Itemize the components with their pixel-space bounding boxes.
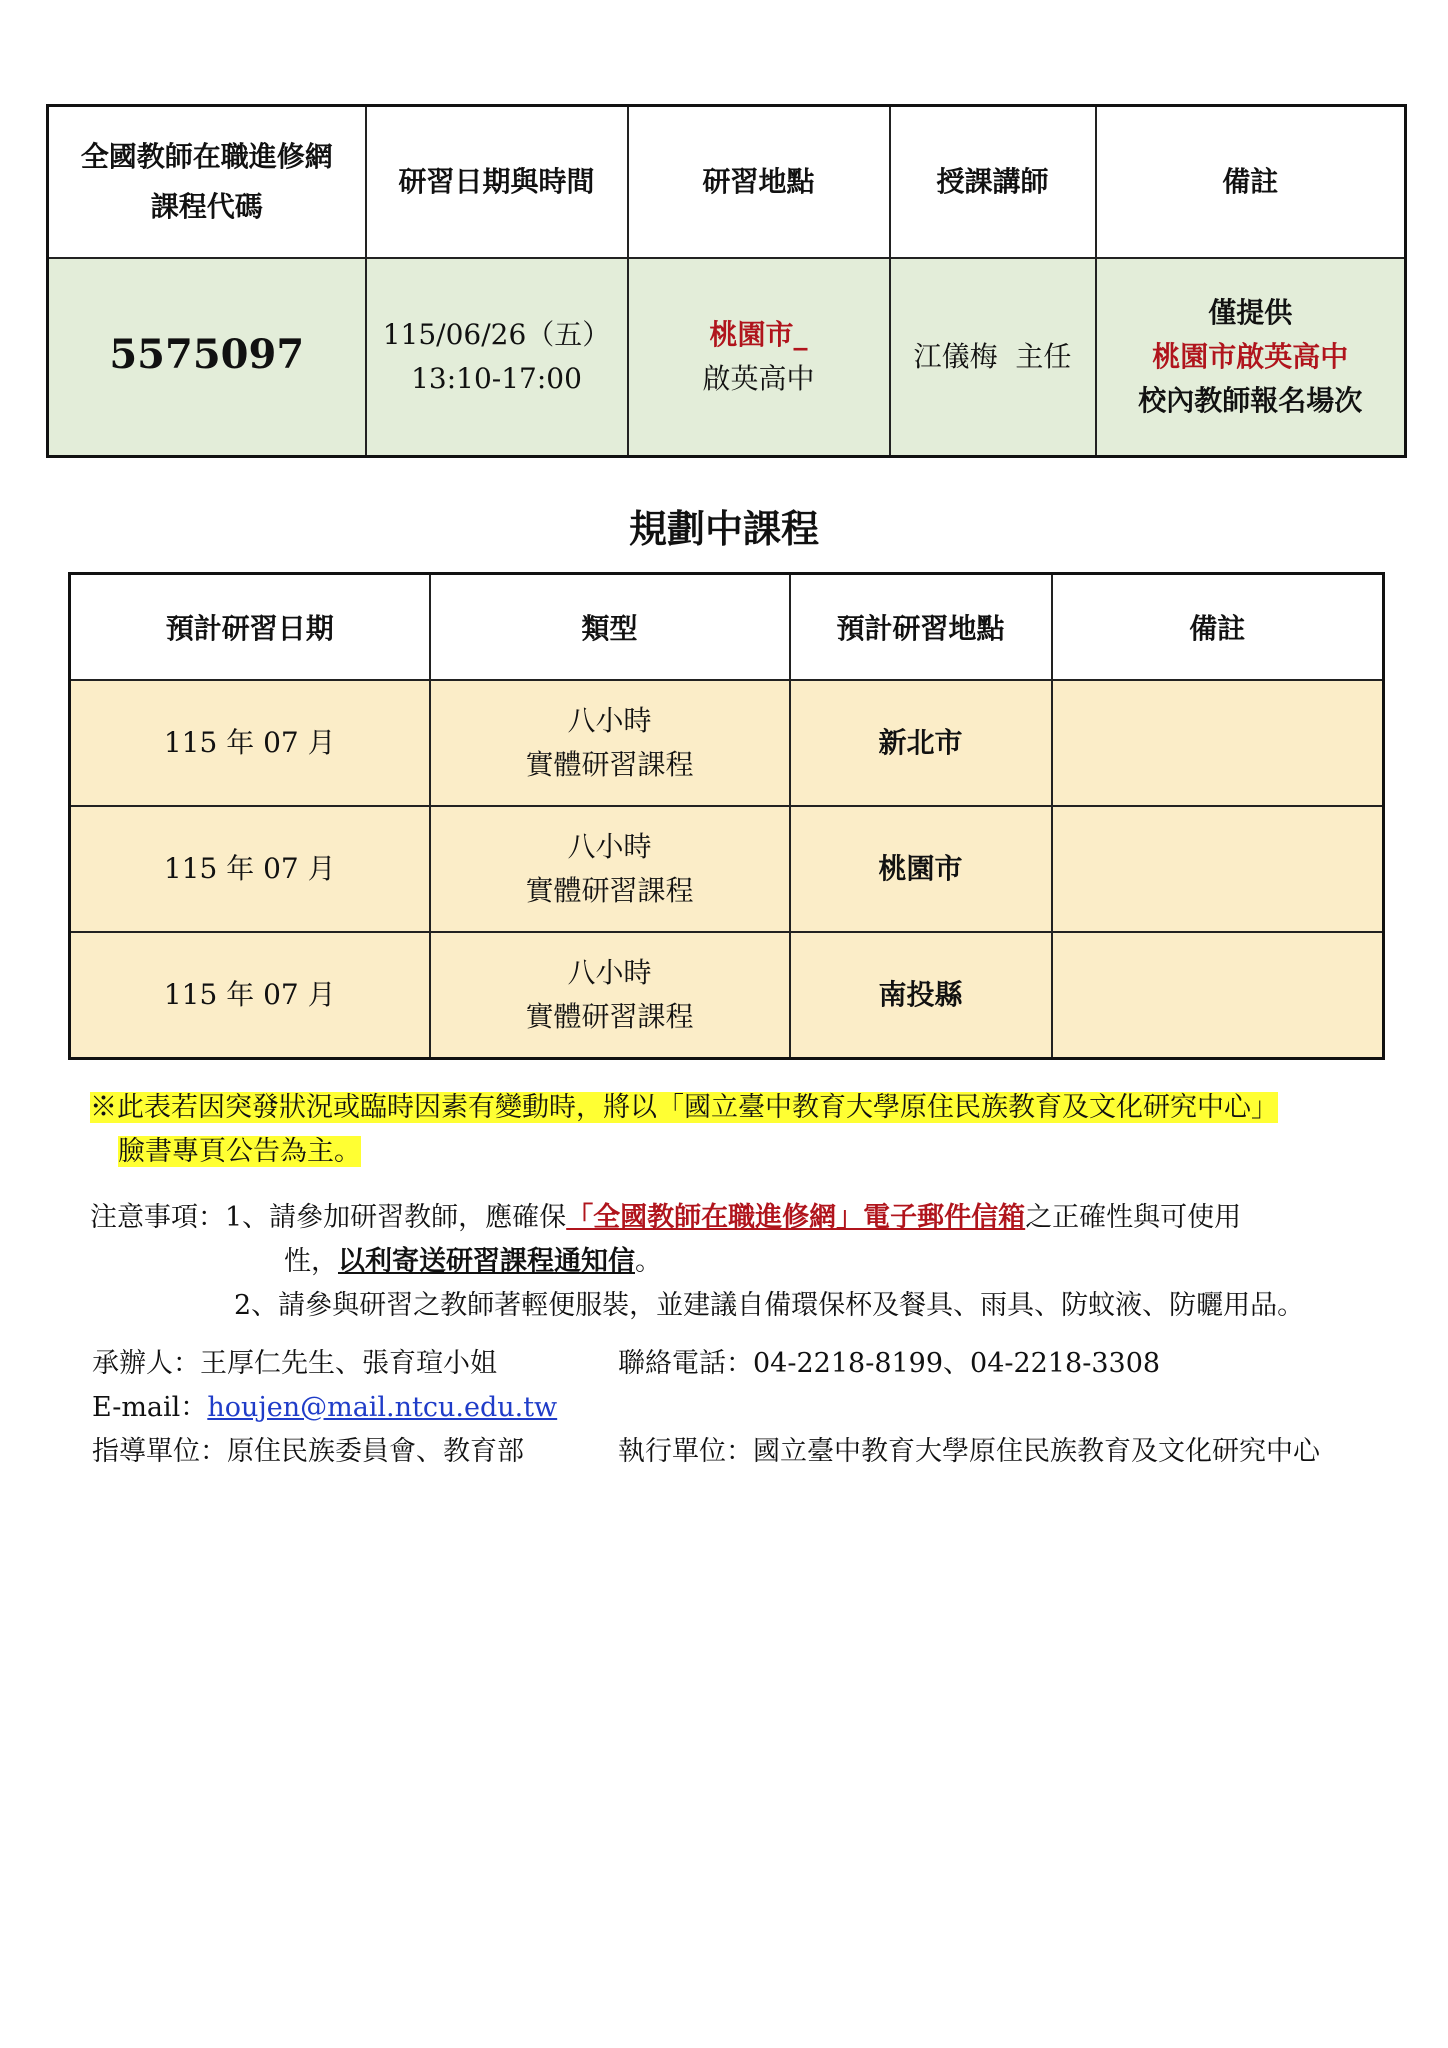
header-planned-location: 預計研習地點 bbox=[790, 574, 1052, 681]
email-label: E-mail： bbox=[92, 1392, 208, 1423]
header-lecturer: 授課講師 bbox=[890, 106, 1096, 259]
notes-item1-line2-prefix: 性， bbox=[284, 1246, 338, 1277]
planned-type-hours: 八小時 bbox=[567, 704, 652, 737]
notes-item1-line2-suffix: 。 bbox=[635, 1246, 662, 1277]
planned-type-format: 實體研習課程 bbox=[525, 1000, 694, 1033]
course-remarks-line3: 校內教師報名場次 bbox=[1138, 384, 1363, 417]
email-line bbox=[92, 1386, 557, 1430]
notes-item1-suffix: 之正確性與可使用 bbox=[1025, 1202, 1242, 1233]
notes-item1-prefix: 1、請參加研習教師，應確保 bbox=[225, 1202, 567, 1233]
header-date-time: 研習日期與時間 bbox=[366, 106, 628, 259]
executing-unit: 執行單位：國立臺中教育大學原住民族教育及文化研究中心 bbox=[618, 1436, 1320, 1467]
change-notice bbox=[90, 1086, 1278, 1174]
section-title: 規劃中課程 bbox=[628, 506, 819, 551]
planned-courses-table bbox=[68, 572, 1385, 1060]
course-location-city: 桃園市_ bbox=[709, 318, 808, 351]
header-location: 研習地點 bbox=[628, 106, 890, 259]
table-row bbox=[70, 806, 1384, 932]
planned-date: 115 年 07 月 bbox=[70, 932, 430, 1059]
course-lecturer: 江儀梅 主任 bbox=[890, 258, 1096, 457]
course-code-value: 5575097 bbox=[109, 331, 305, 378]
header-plan-remarks: 備註 bbox=[1052, 574, 1384, 681]
plan-table-header bbox=[70, 574, 1384, 681]
planned-date: 115 年 07 月 bbox=[70, 680, 430, 806]
header-course-code bbox=[48, 106, 366, 259]
course-date-cell bbox=[366, 258, 628, 457]
planned-location: 南投縣 bbox=[790, 932, 1052, 1059]
course-table bbox=[46, 104, 1407, 458]
planned-type-hours: 八小時 bbox=[567, 956, 652, 989]
header-course-code-line1: 全國教師在職進修網 bbox=[80, 140, 333, 173]
notes-label: 注意事項： bbox=[90, 1202, 225, 1233]
course-row bbox=[48, 258, 1406, 457]
planned-type-format: 實體研習課程 bbox=[525, 874, 694, 907]
planned-remarks bbox=[1052, 680, 1384, 806]
table-row bbox=[70, 932, 1384, 1059]
course-remarks-cell bbox=[1096, 258, 1406, 457]
notes-item1-email-box: 「全國教師在職進修網」電子郵件信箱 bbox=[566, 1202, 1026, 1233]
course-table-header bbox=[48, 106, 1406, 259]
course-code bbox=[48, 258, 366, 457]
table-row bbox=[70, 680, 1384, 806]
course-location-school: 啟英高中 bbox=[702, 362, 815, 395]
planned-remarks bbox=[1052, 806, 1384, 932]
header-remarks: 備註 bbox=[1096, 106, 1406, 259]
planned-location: 桃園市 bbox=[790, 806, 1052, 932]
planned-remarks bbox=[1052, 932, 1384, 1059]
header-planned-date: 預計研習日期 bbox=[70, 574, 430, 681]
notes-item1-notification: 以利寄送研習課程通知信 bbox=[338, 1246, 635, 1277]
planned-date: 115 年 07 月 bbox=[70, 806, 430, 932]
change-notice-line2: 臉書專頁公告為主。 bbox=[118, 1136, 361, 1167]
course-time: 13:10-17:00 bbox=[411, 362, 582, 395]
notes-section bbox=[90, 1196, 1304, 1328]
course-remarks-line2: 桃園市啟英高中 bbox=[1152, 340, 1349, 373]
supervising-unit: 指導單位：原住民族委員會、教育部 bbox=[92, 1436, 524, 1467]
email-link[interactable]: houjen@mail.ntcu.edu.tw bbox=[207, 1392, 558, 1423]
course-date: 115/06/26（五） bbox=[382, 318, 611, 351]
contact-phone: 聯絡電話：04-2218-8199、04-2218-3308 bbox=[618, 1348, 1161, 1379]
course-location-cell bbox=[628, 258, 890, 457]
change-notice-line1: ※此表若因突發狀況或臨時因素有變動時，將以「國立臺中教育大學原住民族教育及文化研究中心」 bbox=[90, 1092, 1278, 1123]
header-course-code-line2: 課程代碼 bbox=[150, 190, 263, 223]
planned-type bbox=[430, 806, 790, 932]
course-remarks-line1: 僅提供 bbox=[1208, 296, 1293, 329]
planned-type-hours: 八小時 bbox=[567, 830, 652, 863]
organizer: 承辦人：王厚仁先生、張育瑄小姐 bbox=[92, 1348, 497, 1379]
notes-item2: 2、請參與研習之教師著輕便服裝，並建議自備環保杯及餐具、雨具、防蚊液、防曬用品。 bbox=[234, 1290, 1305, 1321]
planned-type bbox=[430, 932, 790, 1059]
planned-type-format: 實體研習課程 bbox=[525, 748, 694, 781]
header-type: 類型 bbox=[430, 574, 790, 681]
planned-type bbox=[430, 680, 790, 806]
planned-location: 新北市 bbox=[790, 680, 1052, 806]
